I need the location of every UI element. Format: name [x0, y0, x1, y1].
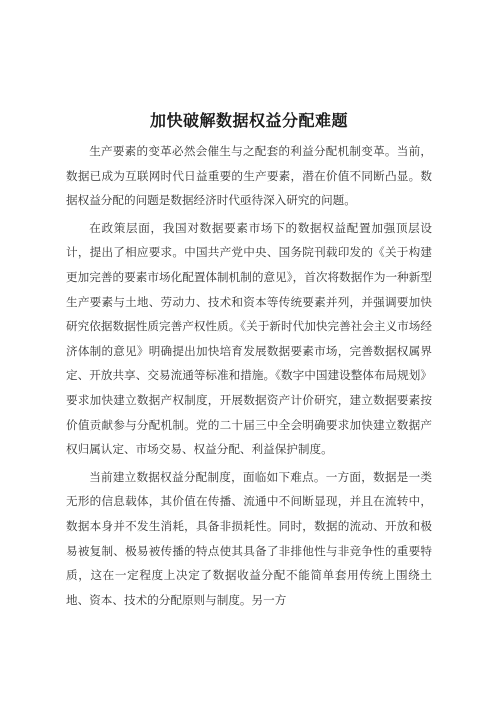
- document-title: 加快破解数据权益分配难题: [149, 111, 348, 130]
- document-body: [66, 108, 432, 615]
- paragraph-1: 生产要素的变革必然会催生与之配套的利益分配机制变革。当前，数据已成为互联网时代日益重要的生产要素，潜在价值不同断凸显。数据权益分配的问题是数据经济时代亟待深入研究的问题。: [66, 144, 432, 208]
- paragraph-3: 当前建立数据权益分配制度，面临如下难点。一方面，数据是一类无形的信息载体，其价值在传播、流通中不间断显现，并且在流转中，数据本身并不发生消耗，具备非损耗性。同时，数据的流动、开放和极易被复制、极易被传播的特点使其具备了非排他性与非竞争性的重要特质，这在一定程度上决定了数据收益分配不能简单套用传统上围绕土地、资本、技术的分配原则与制度。另一方: [66, 469, 432, 607]
- paragraph-2: 在政策层面，我国对数据要素市场下的数据权益配置加强顶层设计，提出了相应要求。中国共产党中央、国务院刊载印发的《关于构建更加完善的要素市场化配置体制机制的意见》，首次将数据作为一种新型生产要素与土地、劳动力、技术和资本等传统要素并列，并强调要加快研究依据数据性质完善产权性质。《关于新时代加快完善社会主义市场经济体制的意见》明确提出加快培育发展数据要素市场，完善数据权属界定、开放共享、交易流通等标准和措施。《数字中国建设整体布局规划》要求加快建立数据产权制度，开展数据资产计价研究，建立数据要素按价值贡献参与分配机制。党的二十届三中全会明确要求加快建立数据产权归属认定、市场交易、权益分配、利益保护制度。: [66, 220, 432, 457]
